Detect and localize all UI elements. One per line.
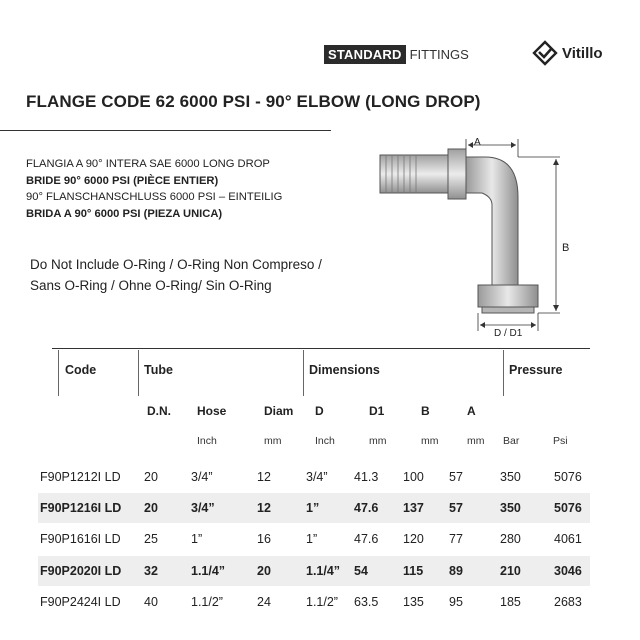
- header-dimensions: Dimensions: [309, 363, 380, 377]
- cell-a: 57: [449, 470, 463, 484]
- cell-diam: 12: [257, 470, 271, 484]
- unit-d: Inch: [315, 435, 335, 447]
- cell-a: 77: [449, 532, 463, 546]
- cell-d: 1.1/2”: [306, 595, 338, 609]
- cell-code: F90P1216I LD: [40, 501, 122, 515]
- subheader-dn: D.N.: [147, 404, 171, 418]
- table-top-rule: [52, 348, 590, 349]
- title-divider: [0, 130, 331, 131]
- col-divider: [138, 350, 139, 396]
- cell-hose: 1.1/2”: [191, 595, 223, 609]
- desc-spanish: BRIDA A 90° 6000 PSI (PIEZA UNICA): [26, 207, 223, 220]
- cell-hose: 3/4”: [191, 501, 215, 515]
- desc-italian: FLANGIA A 90° INTERA SAE 6000 LONG DROP: [26, 158, 270, 170]
- unit-bar: Bar: [503, 435, 520, 447]
- desc-french: BRIDE 90° 6000 PSI (PIÈCE ENTIER): [26, 174, 219, 187]
- table-row: [38, 556, 590, 586]
- unit-diam: mm: [264, 435, 282, 447]
- cell-b: 137: [403, 501, 424, 515]
- table-row: [38, 462, 590, 492]
- unit-hose: Inch: [197, 435, 217, 447]
- cell-hose: 1.1/4”: [191, 564, 226, 578]
- brand-logo: [532, 38, 603, 68]
- unit-d1: mm: [369, 435, 387, 447]
- oring-note: [30, 254, 322, 296]
- unit-psi: Psi: [553, 435, 568, 447]
- cell-dn: 25: [144, 532, 158, 546]
- description-block: [26, 156, 282, 222]
- cell-d: 3/4”: [306, 470, 328, 484]
- cell-bar: 280: [500, 532, 521, 546]
- cell-b: 120: [403, 532, 424, 546]
- dim-label-a: A: [474, 137, 481, 148]
- cell-dn: 20: [144, 470, 158, 484]
- header-code: Code: [65, 363, 97, 377]
- cell-bar: 185: [500, 595, 521, 609]
- unit-b: mm: [421, 435, 439, 447]
- cell-d: 1”: [306, 501, 320, 515]
- cell-diam: 16: [257, 532, 271, 546]
- cell-d1: 54: [354, 564, 368, 578]
- cell-code: F90P1616I LD: [40, 532, 121, 546]
- page-title: FLANGE CODE 62 6000 PSI - 90° ELBOW (LONG DROP): [26, 92, 481, 111]
- dim-label-d: D / D1: [494, 328, 523, 339]
- cell-psi: 5076: [554, 470, 582, 484]
- vitillo-logo-icon: [532, 40, 558, 66]
- dim-label-b: B: [562, 242, 570, 254]
- cell-dn: 32: [144, 564, 158, 578]
- cell-d1: 47.6: [354, 501, 379, 515]
- cell-diam: 12: [257, 501, 271, 515]
- cell-bar: 350: [500, 470, 521, 484]
- cell-bar: 210: [500, 564, 521, 578]
- cell-dn: 40: [144, 595, 158, 609]
- logo-text: Vitillo: [562, 44, 603, 62]
- cell-d: 1.1/4”: [306, 564, 341, 578]
- cell-hose: 1”: [191, 532, 203, 546]
- cell-code: F90P2424I LD: [40, 595, 121, 609]
- cell-psi: 5076: [554, 501, 582, 515]
- cell-d1: 47.6: [354, 532, 379, 546]
- category-badge: [324, 44, 473, 64]
- subheader-a: A: [467, 404, 476, 418]
- cell-bar: 350: [500, 501, 521, 515]
- subheader-d: D: [315, 404, 324, 418]
- cell-a: 57: [449, 501, 463, 515]
- badge-standard: STANDARD: [324, 45, 406, 64]
- unit-a: mm: [467, 435, 485, 447]
- col-divider: [503, 350, 504, 396]
- cell-hose: 3/4”: [191, 470, 213, 484]
- oring-line-2: Sans O-Ring / Ohne O-Ring/ Sin O-Ring: [30, 278, 272, 293]
- cell-dn: 20: [144, 501, 158, 515]
- cell-diam: 20: [257, 564, 271, 578]
- col-divider: [58, 350, 59, 396]
- cell-a: 95: [449, 595, 463, 609]
- cell-psi: 3046: [554, 564, 582, 578]
- badge-fittings: FITTINGS: [409, 46, 469, 62]
- cell-psi: 4061: [554, 532, 582, 546]
- table-row: [38, 524, 590, 554]
- cell-d1: 63.5: [354, 595, 379, 609]
- header-tube: Tube: [144, 363, 173, 377]
- col-divider: [303, 350, 304, 396]
- elbow-fitting-drawing: [370, 135, 585, 345]
- cell-psi: 2683: [554, 595, 582, 609]
- cell-code: F90P1212I LD: [40, 470, 121, 484]
- oring-line-1: Do Not Include O-Ring / O-Ring Non Compreso /: [30, 257, 322, 272]
- table-row: [38, 493, 590, 523]
- header-pressure: Pressure: [509, 363, 563, 377]
- subheader-hose: Hose: [197, 404, 227, 418]
- subheader-b: B: [421, 404, 430, 418]
- cell-diam: 24: [257, 595, 271, 609]
- subheader-d1: D1: [369, 404, 385, 418]
- subheader-diam: Diam: [264, 404, 294, 418]
- cell-d1: 41.3: [354, 470, 379, 484]
- cell-b: 115: [403, 564, 424, 578]
- cell-d: 1”: [306, 532, 318, 546]
- table-row: [38, 587, 590, 617]
- cell-b: 100: [403, 470, 424, 484]
- cell-a: 89: [449, 564, 463, 578]
- cell-code: F90P2020I LD: [40, 564, 122, 578]
- cell-b: 135: [403, 595, 424, 609]
- desc-german: 90° FLANSCHANSCHLUSS 6000 PSI – EINTEILIG: [26, 191, 283, 203]
